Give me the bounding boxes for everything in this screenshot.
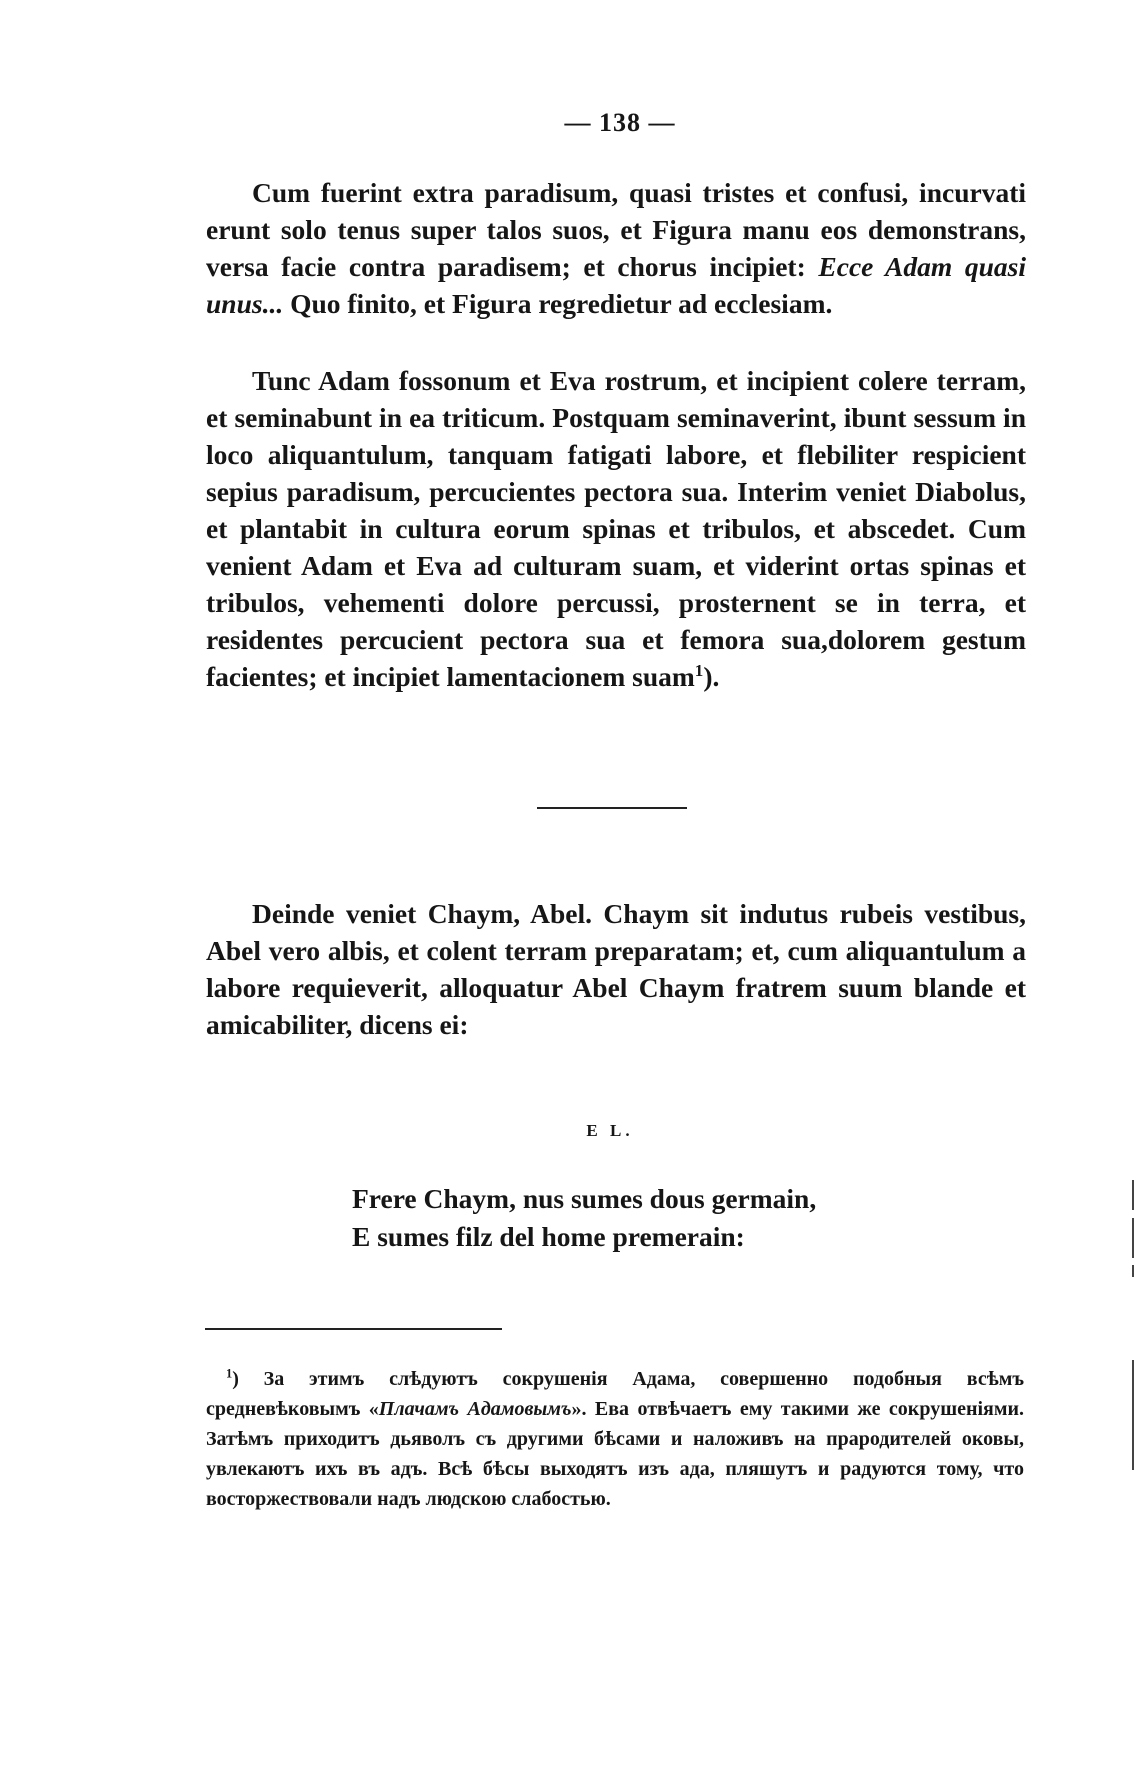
footnote-divider — [205, 1328, 502, 1330]
footnote-reference: 1 — [694, 660, 704, 680]
paragraph-2 — [206, 362, 1026, 695]
paragraph-2-closing: ). — [703, 661, 720, 692]
footnote-marker: 1 — [226, 1366, 233, 1381]
paragraph-3-text: Deinde veniet Chaym, Abel. Chaym sit indutus rubeis vestibus, Abel vero albis, et colent terram preparatam; et, cum aliquantulum a labore requieverit, alloquatur Abel Chaym fratrem suum blande et amicabiliter, dicens ei: — [206, 898, 1026, 1040]
verse-line: Frere Chaym, nus sumes dous germain, — [352, 1183, 817, 1214]
footnote-italic-title: Плачамъ Адамовымъ — [378, 1398, 572, 1420]
verse-block — [352, 1180, 816, 1256]
verse-line: E sumes filz del home premerain: — [352, 1221, 745, 1252]
scan-edge-mark — [1132, 1180, 1134, 1210]
page-number: — 138 — — [564, 108, 676, 137]
chorus-incipit: Ecce Adam quasi unus... — [206, 251, 1026, 319]
paragraph-1-text: Cum fuerint extra paradisum, quasi tristes et confusi, incurvati erunt solo tenus super talos suos, et Figura manu eos demonstrans, versa facie contra paradisem; et chorus incipiet: — [206, 177, 1026, 282]
speaker-label: E L. — [586, 1121, 634, 1140]
footnote-text-end: ». Ева отвѣчаетъ ему такими же сокрушеніями. Затѣмъ приходитъ дьяволъ съ другими бѣсами и наложивъ на прародителей оковы, увлекаютъ ихъ въ адъ. Всѣ бѣсы выходятъ изъ ада, пляшутъ и радуются тому, что восторжествовали надъ людскою слабостью. — [206, 1398, 1024, 1510]
paragraph-1-text-end: Quo finito, et Figura regredietur ad ecclesiam. — [283, 288, 833, 319]
paragraph-2-text: Tunc Adam fossonum et Eva rostrum, et incipient colere terram, et seminabunt in ea triticum. Postquam seminaverint, ibunt sessum in loco aliquantulum, tanquam fatigati labore, et flebiliter respicient sepius paradisum, percucientes pectora sua. Interim veniet Diabolus, et plantabit in cultura eorum spinas et tribulos, et abscedet. Cum venient Adam et Eva ad culturam suam, et viderint ortas spinas et tribulos, vehementi dolore percussi, prosternent se in terra, et residentes percucient pectora sua et femora sua,dolorem gestum facientes; et incipiet lamentacionem suam — [206, 365, 1026, 692]
paragraph-3 — [206, 895, 1026, 1043]
scan-edge-mark — [1132, 1218, 1134, 1258]
paragraph-1 — [206, 174, 1026, 322]
scan-edge-mark — [1132, 1265, 1134, 1277]
footnote-text: ) За этимъ слѣдуютъ сокрушенія Адама, совершенно подобныя всѣмъ средневѣковымъ « — [206, 1368, 1024, 1420]
footnote — [206, 1364, 1024, 1514]
section-divider — [537, 807, 687, 809]
scan-edge-mark — [1132, 1360, 1134, 1470]
